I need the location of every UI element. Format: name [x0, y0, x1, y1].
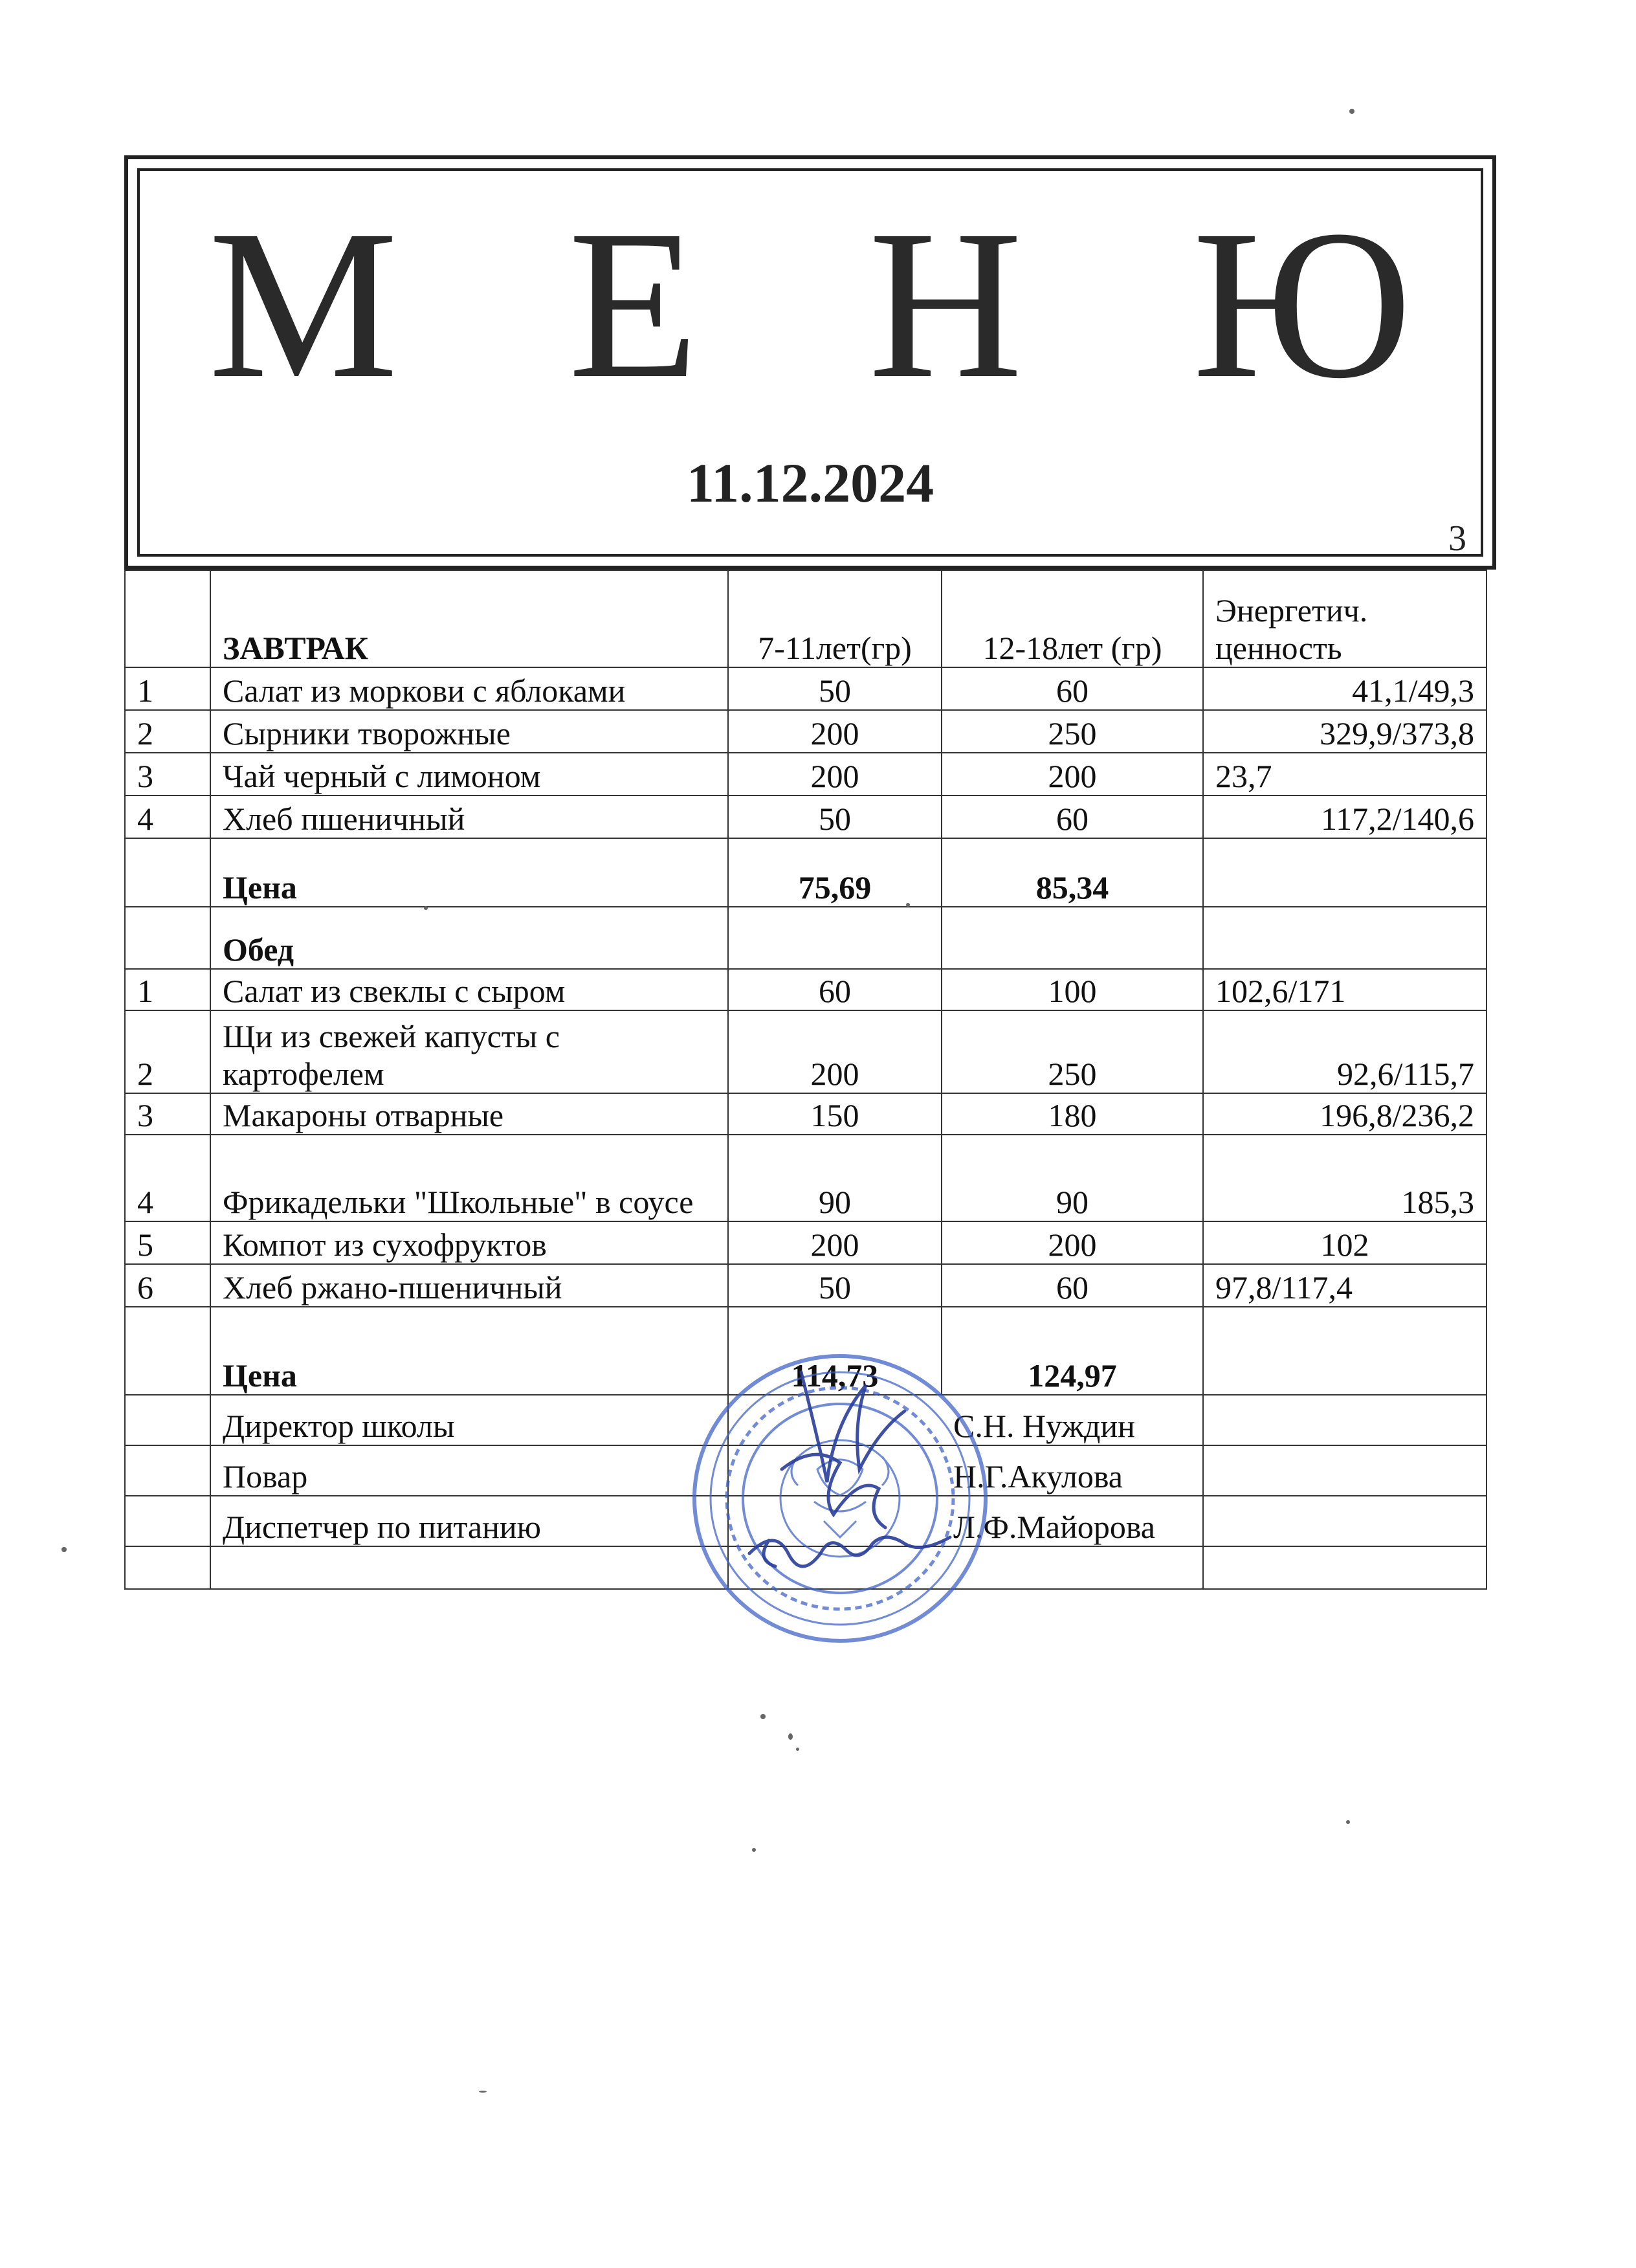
portion-7-11: 90 [728, 1135, 942, 1221]
row-number: 6 [125, 1264, 210, 1307]
title-box [124, 155, 1496, 570]
portion-7-11: 150 [728, 1093, 942, 1135]
empty-cell [1203, 1496, 1487, 1546]
breakfast-price-row [125, 838, 1487, 907]
row-number: 2 [125, 1010, 210, 1093]
menu-date: 11.12.2024 [686, 452, 934, 514]
empty-cell [125, 1307, 210, 1395]
lunch-price-12-18: 124,97 [942, 1307, 1203, 1395]
breakfast-price-label: Цена [210, 838, 728, 907]
energy-value: 196,8/236,2 [1203, 1093, 1487, 1135]
table-row [125, 667, 1487, 710]
energy-value: 41,1/49,3 [1203, 667, 1487, 710]
lunch-header: Обед [210, 907, 728, 969]
empty-cell [1203, 1307, 1487, 1395]
energy-value: 102 [1203, 1221, 1487, 1264]
header-num-cell [125, 570, 210, 667]
portion-7-11: 200 [728, 1010, 942, 1093]
portion-12-18: 250 [942, 710, 1203, 753]
signature-person: С.Н. Нуждин [942, 1395, 1203, 1445]
table-row [125, 1010, 1487, 1093]
empty-cell [728, 907, 942, 969]
breakfast-price-7-11: 75,69 [728, 838, 942, 907]
age-12-18-header: 12-18лет (гр) [942, 570, 1203, 667]
portion-12-18: 100 [942, 969, 1203, 1010]
portion-7-11: 50 [728, 667, 942, 710]
table-row [125, 1221, 1487, 1264]
portion-12-18: 200 [942, 753, 1203, 795]
age-7-11-header: 7-11лет(гр) [728, 570, 942, 667]
energy-value: 185,3 [1203, 1135, 1487, 1221]
portion-7-11: 200 [728, 1221, 942, 1264]
energy-value: 23,7 [1203, 753, 1487, 795]
empty-cell [1203, 1445, 1487, 1496]
row-number: 1 [125, 969, 210, 1010]
portion-12-18: 90 [942, 1135, 1203, 1221]
energy-value: 97,8/117,4 [1203, 1264, 1487, 1307]
table-row [125, 1135, 1487, 1221]
portion-7-11: 50 [728, 1264, 942, 1307]
menu-title: М Е Н Ю [208, 186, 1470, 423]
portion-7-11: 50 [728, 795, 942, 838]
table-row [125, 1264, 1487, 1307]
page-number: 3 [1448, 518, 1466, 559]
dish-name: Компот из сухофруктов [210, 1221, 728, 1264]
dish-name: Макароны отварные [210, 1093, 728, 1135]
row-number: 4 [125, 795, 210, 838]
portion-12-18: 60 [942, 1264, 1203, 1307]
empty-cell [1203, 1546, 1487, 1589]
signature-person: Н.Г.Акулова [942, 1445, 1203, 1496]
row-number: 3 [125, 1093, 210, 1135]
dish-name: Хлеб ржано-пшеничный [210, 1264, 728, 1307]
row-number: 5 [125, 1221, 210, 1264]
breakfast-price-12-18: 85,34 [942, 838, 1203, 907]
table-row [125, 795, 1487, 838]
table-row [125, 753, 1487, 795]
row-number: 2 [125, 710, 210, 753]
dish-name: Хлеб пшеничный [210, 795, 728, 838]
signature-role: Директор школы [210, 1395, 728, 1445]
signature-role: Диспетчер по питанию [210, 1496, 728, 1546]
lunch-header-row [125, 907, 1487, 969]
energy-value: 329,9/373,8 [1203, 710, 1487, 753]
dish-name: Салат из моркови с яблоками [210, 667, 728, 710]
empty-cell [125, 1395, 210, 1445]
portion-7-11: 200 [728, 753, 942, 795]
row-number: 4 [125, 1135, 210, 1221]
portion-7-11: 60 [728, 969, 942, 1010]
portion-7-11: 200 [728, 710, 942, 753]
empty-cell [942, 907, 1203, 969]
lunch-price-label: Цена [210, 1307, 728, 1395]
portion-12-18: 60 [942, 667, 1203, 710]
table-row [125, 710, 1487, 753]
empty-cell [210, 1546, 728, 1589]
empty-cell [1203, 838, 1487, 907]
empty-cell [125, 1496, 210, 1546]
table-header-row [125, 570, 1487, 667]
empty-cell [1203, 1395, 1487, 1445]
portion-12-18: 60 [942, 795, 1203, 838]
dish-name: Салат из свеклы с сыром [210, 969, 728, 1010]
empty-cell [1203, 907, 1487, 969]
table-row [125, 1093, 1487, 1135]
energy-value: 92,6/115,7 [1203, 1010, 1487, 1093]
breakfast-header: ЗАВТРАК [210, 570, 728, 667]
official-stamp-icon [685, 1346, 995, 1651]
signature-role: Повар [210, 1445, 728, 1496]
empty-cell [125, 1546, 210, 1589]
empty-cell [125, 1445, 210, 1496]
portion-12-18: 200 [942, 1221, 1203, 1264]
row-number: 3 [125, 753, 210, 795]
dish-name: Сырники творожные [210, 710, 728, 753]
portion-12-18: 250 [942, 1010, 1203, 1093]
energy-header: Энергетич. ценность [1203, 570, 1487, 667]
dish-name: Щи из свежей капусты с картофелем [210, 1010, 728, 1093]
table-row [125, 969, 1487, 1010]
empty-cell [125, 907, 210, 969]
lunch-price-7-11: 114,73 [728, 1307, 942, 1395]
dish-name: Чай черный с лимоном [210, 753, 728, 795]
energy-value: 117,2/140,6 [1203, 795, 1487, 838]
empty-cell [125, 838, 210, 907]
energy-value: 102,6/171 [1203, 969, 1487, 1010]
dish-name: Фрикадельки "Школьные" в соусе [210, 1135, 728, 1221]
portion-12-18: 180 [942, 1093, 1203, 1135]
row-number: 1 [125, 667, 210, 710]
signature-person: Л.Ф.Майорова [942, 1496, 1203, 1546]
